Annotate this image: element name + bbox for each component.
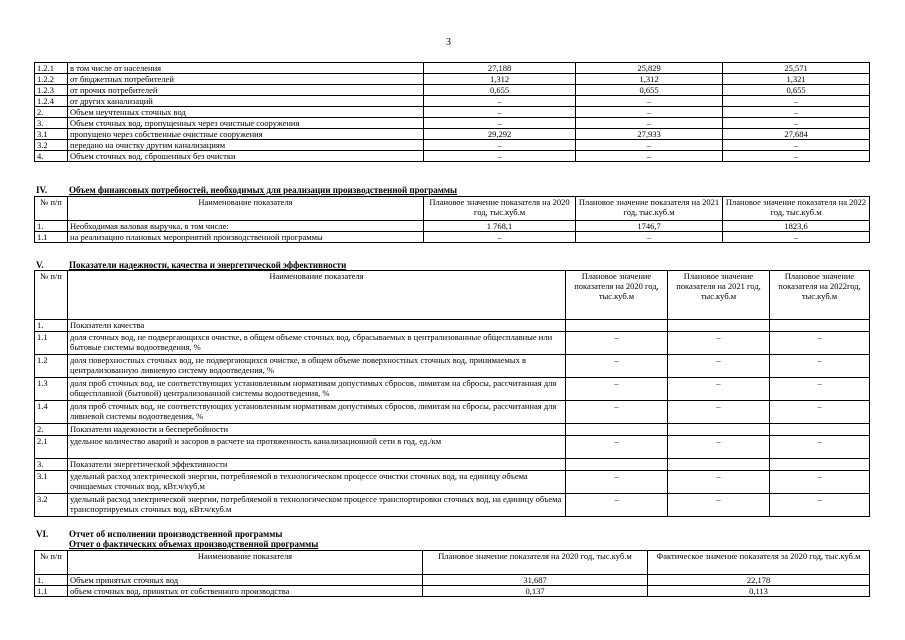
table-row [35, 459, 870, 471]
cell-v2020: – [566, 401, 668, 424]
cell-num: 3. [35, 118, 68, 129]
cell-v2020: – [424, 107, 576, 118]
table-row [35, 320, 870, 332]
cell-num: 2. [35, 424, 68, 436]
cell-num: 1.2.2 [35, 74, 68, 85]
cell-num: 1. [35, 575, 68, 586]
table-row [35, 378, 870, 401]
cell-v2020: – [424, 151, 576, 162]
section-4-heading [36, 185, 457, 195]
cell-v2022: – [723, 118, 870, 129]
cell-v2021: – [576, 118, 723, 129]
cell-v2020: – [566, 436, 668, 459]
table-actual-volumes [34, 550, 870, 597]
cell-fact: 22,178 [648, 575, 870, 586]
cell-num: 1.2.4 [35, 96, 68, 107]
page-number: 3 [446, 37, 451, 48]
cell-v2021: 1746,7 [576, 221, 723, 232]
cell-name: Объем сточных вод, сброшенных без очистки [68, 151, 424, 162]
cell-v2021: – [668, 332, 770, 355]
cell-v2021: – [668, 355, 770, 378]
table-row [35, 575, 870, 586]
cell-v2022: 1823,6 [723, 221, 870, 232]
cell-name: в том числе от населения [68, 63, 424, 74]
header-num: № п/п [35, 551, 68, 575]
cell-name: Показатели энергетической эффективности [68, 459, 566, 471]
cell-num: 1.1 [35, 586, 68, 597]
table-row [35, 63, 870, 74]
cell-name: от бюджетных потребителей [68, 74, 424, 85]
table-row [35, 355, 870, 378]
section-5-heading [36, 260, 346, 270]
cell-v2022: – [770, 355, 870, 378]
cell-v2021: – [576, 107, 723, 118]
cell-num: 3.2 [35, 140, 68, 151]
table-row [35, 151, 870, 162]
cell-name: Объем неучтенных сточных вод [68, 107, 424, 118]
header-2020: Плановое значение показателя на 2020 год, тыс.куб.м [566, 271, 668, 320]
header-2021: Плановое значение показателя на 2021 год, тыс.куб.м [668, 271, 770, 320]
table-row [35, 424, 870, 436]
cell-v2021: – [576, 151, 723, 162]
cell-v2021: 27,933 [576, 129, 723, 140]
cell-v2022: 27,684 [723, 129, 870, 140]
header-2021: Плановое значение показателя на 2021 год, тыс.куб.м [576, 197, 723, 221]
cell-v2021: 1,312 [576, 74, 723, 85]
cell-num: 1.3 [35, 378, 68, 401]
table-financial-needs [34, 196, 870, 243]
table-row [35, 232, 870, 243]
header-num: № п/п [35, 197, 68, 221]
cell-v2020: 1,312 [424, 74, 576, 85]
cell-num: 2.1 [35, 436, 68, 459]
cell-num: 4. [35, 151, 68, 162]
cell-v2020: – [566, 332, 668, 355]
cell-name: доля поверхностных сточных вод, не подвергающихся очистке, в общем объеме поверхностных сточных вод, принимаемых в централизованную ливневую систему водоотведения, % [68, 355, 566, 378]
header-plan: Плановое значение показателя на 2020 год, тыс.куб.м [423, 551, 648, 575]
cell-num: 3.2 [35, 494, 68, 517]
section-4-number: IV. [36, 185, 48, 195]
section-5-number: V. [36, 260, 44, 270]
table-row [35, 436, 870, 459]
cell-name: доля проб сточных вод, не соответствующих установленным нормативам допустимых сбросов, лимитам на сбросы, рассчитанная для общесплавной (бытовой) централизованной системы водоотведения, % [68, 378, 566, 401]
section-6-title: Отчет об исполнении производственной программы [69, 529, 283, 539]
table-row [35, 221, 870, 232]
section-6-heading [36, 529, 282, 539]
cell-num: 1.2.1 [35, 63, 68, 74]
cell-v2022: – [770, 471, 870, 494]
cell-name: доля проб сточных вод, не соответствующих установленным нормативам допустимых сбросов, лимитам на сбросы, рассчитанная для ливневой системы водоотведения, % [68, 401, 566, 424]
table-row [35, 129, 870, 140]
cell-v2020: – [424, 232, 576, 243]
cell-name: Необходимая валовая выручка, в том числе: [68, 221, 424, 232]
cell-v2021: – [668, 436, 770, 459]
table-row [35, 332, 870, 355]
table-volumes [34, 62, 870, 162]
cell-v2021: – [668, 471, 770, 494]
cell-v2020: 27,188 [424, 63, 576, 74]
cell-plan: 0,137 [423, 586, 648, 597]
cell-name: доля сточных вод, не подвергающихся очистке, в общем объеме сточных вод, сбрасываемых в централизованные общесплавные или бытовые системы водоотведения, % [68, 332, 566, 355]
cell-v2020 [566, 424, 668, 436]
table-row [35, 140, 870, 151]
cell-v2021: 25,829 [576, 63, 723, 74]
cell-v2020: 29,292 [424, 129, 576, 140]
cell-v2021: 0,655 [576, 85, 723, 96]
header-name: Наименование показателя [68, 271, 566, 320]
cell-fact: 0,113 [648, 586, 870, 597]
table-row [35, 74, 870, 85]
header-name: Наименование показателя [68, 197, 424, 221]
cell-v2020 [566, 459, 668, 471]
cell-v2021: – [576, 96, 723, 107]
cell-num: 1. [35, 221, 68, 232]
cell-name: удельное количество аварий и засоров в расчете на протяженность канализационной сети в год, ед./км [68, 436, 566, 459]
cell-v2021 [668, 459, 770, 471]
cell-v2022: – [723, 232, 870, 243]
cell-name: передано на очистку другим канализациям [68, 140, 424, 151]
cell-num: 1.2.3 [35, 85, 68, 96]
table-reliability-indicators [34, 270, 870, 517]
table-row [35, 85, 870, 96]
header-2022: Плановое значение показателя на 2022 год, тыс.куб.м [723, 197, 870, 221]
cell-v2020: 0,655 [424, 85, 576, 96]
cell-plan: 31,687 [423, 575, 648, 586]
cell-v2020: 1 768,1 [424, 221, 576, 232]
cell-name: Объем принятых сточных вод [68, 575, 423, 586]
table-row [35, 118, 870, 129]
cell-name: Показатели надежности и бесперебойности [68, 424, 566, 436]
cell-v2022: – [770, 332, 870, 355]
cell-v2022: – [723, 107, 870, 118]
cell-v2020 [566, 320, 668, 332]
section-4-title: Объем финансовых потребностей, необходимых для реализации производственной программы [69, 185, 458, 195]
cell-v2022: – [770, 436, 870, 459]
cell-v2021 [668, 424, 770, 436]
cell-name: от прочих потребителей [68, 85, 424, 96]
cell-num: 1. [35, 320, 68, 332]
cell-v2020: – [424, 118, 576, 129]
cell-num: 1.1 [35, 232, 68, 243]
table-row [35, 586, 870, 597]
table-row [35, 471, 870, 494]
cell-v2021: – [668, 494, 770, 517]
cell-name: Объем сточных вод, пропущенных через очистные сооружения [68, 118, 424, 129]
cell-v2022: – [723, 151, 870, 162]
cell-v2022 [770, 459, 870, 471]
cell-v2022: 0,655 [723, 85, 870, 96]
cell-num: 3.1 [35, 129, 68, 140]
cell-v2022: 25,571 [723, 63, 870, 74]
cell-num: 3. [35, 459, 68, 471]
cell-num: 1.1 [35, 332, 68, 355]
cell-v2022: – [723, 96, 870, 107]
cell-name: на реализацию плановых мероприятий производственной программы [68, 232, 424, 243]
table-row [35, 401, 870, 424]
header-fact: Фактическое значение показателя за 2020 год, тыс.куб.м [648, 551, 870, 575]
header-name: Наименование показателя [68, 551, 423, 575]
cell-v2022: – [770, 494, 870, 517]
cell-v2021: – [576, 232, 723, 243]
cell-name: Показатели качества [68, 320, 566, 332]
cell-v2021: – [668, 401, 770, 424]
cell-name: удельный расход электрической энергии, потребляемой в технологическом процессе транспортировки сточных вод, на единицу объема транспортируемых сточных вод, кВт.ч/куб.м [68, 494, 566, 517]
cell-v2020: – [566, 494, 668, 517]
cell-name: от других канализаций [68, 96, 424, 107]
cell-v2020: – [566, 355, 668, 378]
section-5-title: Показатели надежности, качества и энергетической эффективности [69, 260, 347, 270]
cell-v2022: – [723, 140, 870, 151]
cell-num: 1.4 [35, 401, 68, 424]
cell-v2020: – [424, 140, 576, 151]
cell-v2020: – [566, 378, 668, 401]
cell-v2021: – [668, 378, 770, 401]
cell-v2021 [668, 320, 770, 332]
cell-v2022: 1,321 [723, 74, 870, 85]
cell-v2020: – [424, 96, 576, 107]
cell-num: 2. [35, 107, 68, 118]
table-row [35, 107, 870, 118]
cell-v2022: – [770, 378, 870, 401]
cell-name: пропущено через собственные очистные сооружения [68, 129, 424, 140]
cell-v2021: – [576, 140, 723, 151]
header-2020: Плановое значение показателя на 2020 год, тыс.куб.м [424, 197, 576, 221]
section-6-subtitle: Отчет о фактических объемах производственной программы [69, 539, 319, 549]
cell-num: 3.1 [35, 471, 68, 494]
cell-v2022 [770, 320, 870, 332]
table-row [35, 494, 870, 517]
cell-v2022: – [770, 401, 870, 424]
table-row [35, 96, 870, 107]
header-2022: Плановое значение показателя на 2022год, тыс.куб.м [770, 271, 870, 320]
section-6-number: VI. [36, 529, 49, 539]
cell-name: удельный расход электрической энергии, потребляемой в технологическом процессе очистки сточных вод, на единицу объема очищаемых сточных вод, кВт.ч/куб.м [68, 471, 566, 494]
cell-v2022 [770, 424, 870, 436]
cell-v2020: – [566, 471, 668, 494]
header-num: № п/п [35, 271, 68, 320]
cell-num: 1.2 [35, 355, 68, 378]
cell-name: объем сточных вод, принятых от собственного производства [68, 586, 423, 597]
